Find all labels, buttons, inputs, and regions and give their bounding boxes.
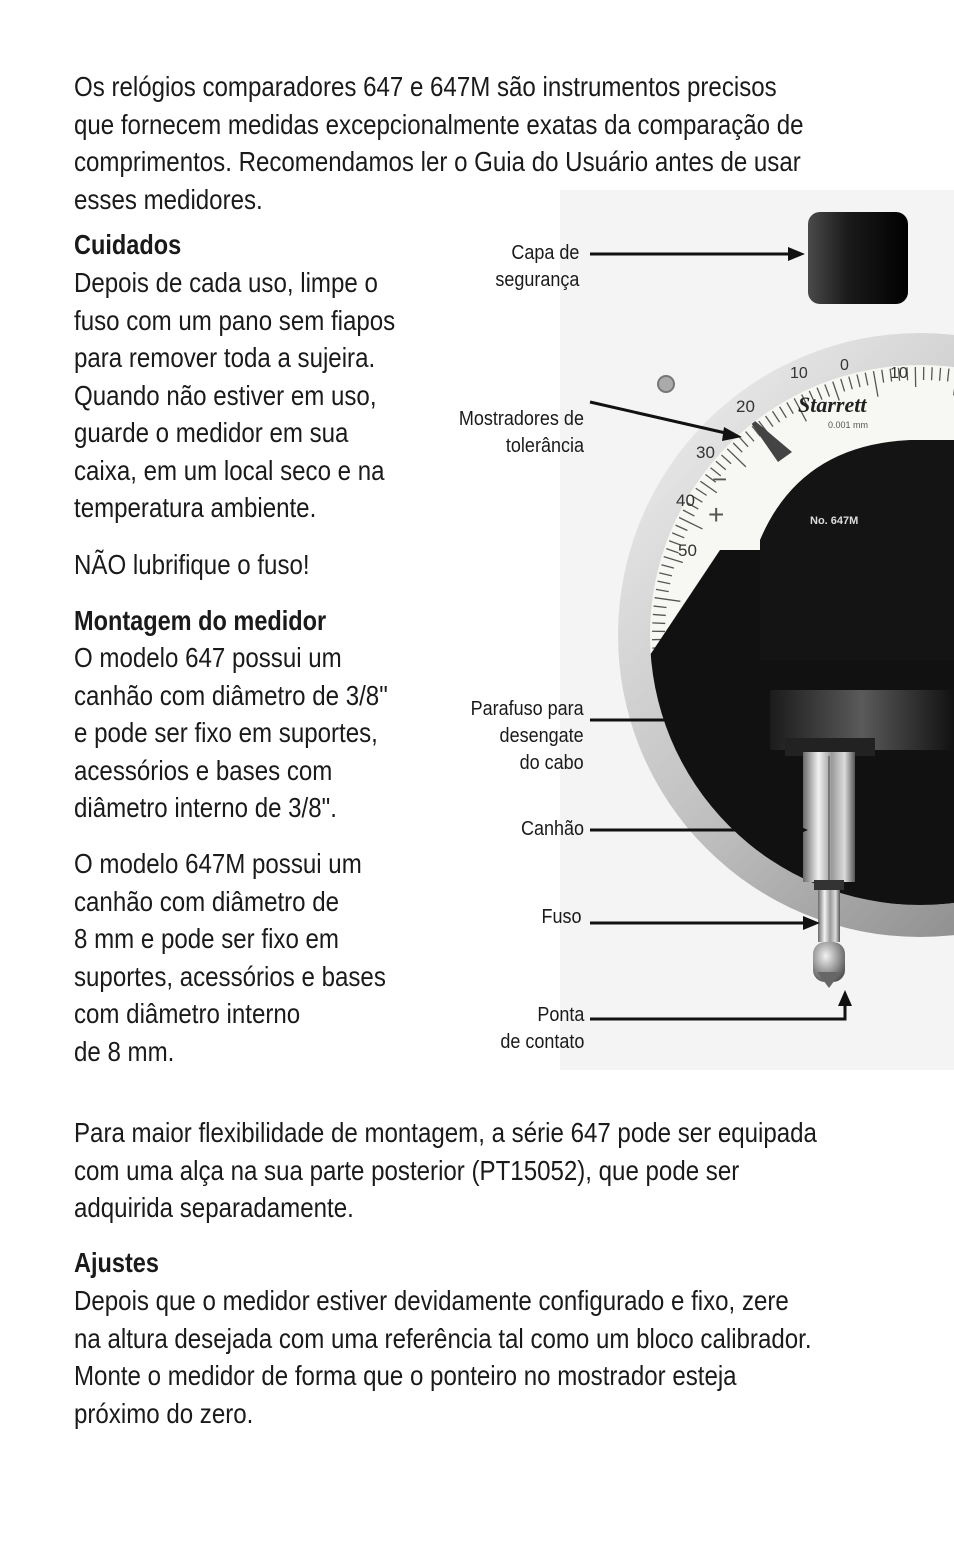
dial-number-10-right: 10 [890, 365, 908, 382]
callout-spindle: Fuso [540, 906, 581, 928]
dial-resolution: 0.001 mm [828, 420, 869, 430]
mounting-647m-paragraph: O modelo 647M possui um canhão com diâmetro de 8 mm e pode ser fixo em suportes, acessórios e bases com diâmetro interno de 8 mm. [74, 848, 386, 1067]
care-warning: NÃO lubrifique o fuso! [74, 549, 310, 580]
mounting-flexibility-paragraph: Para maior flexibilidade de montagem, a série 647 pode ser equipada com uma alça na sua parte posterior (PT15052), que pode ser adquirida separadamente. [74, 1117, 817, 1223]
dial-number-10-left: 10 [790, 365, 808, 382]
callout-stem: Canhão [520, 818, 584, 840]
adjustments-heading: Ajustes [74, 1247, 159, 1278]
dial-number-30: 30 [696, 443, 715, 462]
intro-paragraph: Os relógios comparadores 647 e 647M são instrumentos precisos que fornecem medidas excepcionalmente exatas da comparação de comprimentos. Recomendamos ler o Guia do Usuário antes de usar esses medidores. [74, 71, 804, 215]
brand-logo: Starrett [798, 392, 867, 417]
dial-number-0: 0 [840, 357, 849, 374]
dial-tick [652, 623, 665, 624]
bezel-screw [658, 376, 674, 392]
mounting-heading: Montagem do medidor [74, 605, 327, 636]
plus-sign: + [708, 499, 725, 530]
dial-number-40: 40 [676, 491, 695, 510]
dial-tick [932, 367, 933, 380]
callout-contact-point: Ponta de contato [499, 1004, 584, 1053]
care-heading: Cuidados [74, 229, 182, 260]
minus-sign: − [712, 464, 728, 494]
care-paragraph: Depois de cada uso, limpe o fuso com um pano sem fiapos para remover toda a sujeira. Quando não estiver em uso, guarde o medidor em sua caixa, em um local seco e na temperatura ambiente. [74, 267, 396, 523]
safety-cap [808, 212, 908, 304]
callout-lug-screw: Parafuso para desengate do cabo [470, 698, 584, 774]
callout-tolerance-indicators: Mostradores de tolerância [458, 408, 584, 457]
callout-safety-cap: Capa de segurança [494, 242, 579, 291]
spindle [818, 890, 840, 942]
dial-number-20: 20 [736, 397, 755, 416]
adjustments-paragraph: Depois que o medidor estiver devidamente configurado e fixo, zere na altura desejada com uma referência tal como um bloco calibrador. Monte o medidor de forma que o ponteiro no mostrador esteja próximo do zero. [74, 1285, 812, 1429]
mounting-647-paragraph: O modelo 647 possui um canhão com diâmetro de 3/8" e pode ser fixo em suportes, acessórios e bases com diâmetro interno de 3/8". [74, 642, 388, 823]
model-number: No. 647M [810, 515, 859, 527]
dial-number-50: 50 [678, 541, 697, 560]
dial-indicator-illustration [440, 190, 954, 1070]
spindle-ring [814, 880, 844, 890]
dial-indicator-figure [440, 190, 954, 1070]
